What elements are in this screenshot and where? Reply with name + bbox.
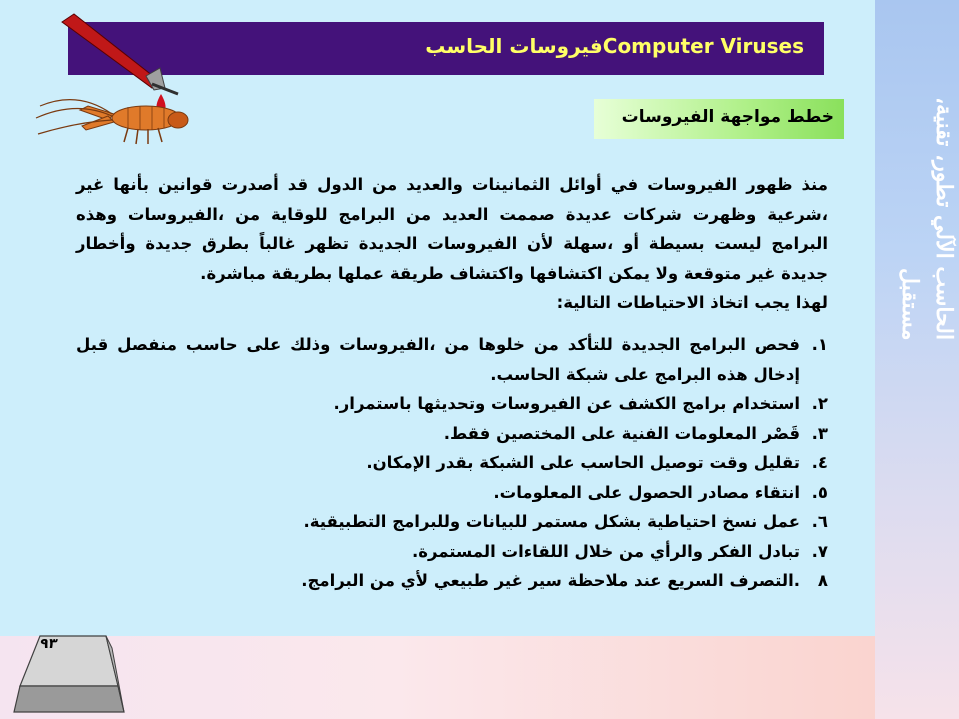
list-item-number: ٣. xyxy=(811,423,828,443)
list-item-number: ٨ xyxy=(817,571,828,590)
list-item-text: تبادل الفكر والرأي من خلال اللقاءات المستمرة. xyxy=(411,541,800,561)
footer-band xyxy=(0,636,875,719)
list-item-number: ٤. xyxy=(811,453,828,472)
list-item-text: عمل نسخ احتياطية بشكل مستمر للبيانات وللبرامج التطبيقية. xyxy=(303,512,800,531)
slide-subtitle: خطط مواجهة الفيروسات xyxy=(621,107,834,127)
list-item xyxy=(76,448,828,478)
list-item xyxy=(76,419,828,449)
list-item xyxy=(76,389,828,419)
side-banner-text: الحاسب الآلي تطور، تقنية، مستقبل xyxy=(897,96,957,340)
list-item-text: قَصْر المعلومات الفنية على المختصين فقط. xyxy=(443,423,800,443)
list-item xyxy=(76,330,828,389)
list-item xyxy=(76,537,828,567)
list-item-number: ٥. xyxy=(811,482,828,502)
keyboard-key-icon xyxy=(10,628,130,718)
page-number: ٩٣ xyxy=(38,636,59,652)
slide-title: فيروسات الحاسبComputer Viruses xyxy=(425,34,804,58)
subtitle-box xyxy=(594,99,844,139)
list-item-text: .التصرف السريع عند ملاحظة سير غير طبيعي لأي من البرامج. xyxy=(301,571,800,590)
intro-text: منذ ظهور الفيروسات في أوائل الثمانينات والعديد من الدول قد أصدرت قوانين بأنها غير ،شرعية وظهرت شركات عديدة صممت العديد من البرامج للوقاية من ،الفيروسات وهذه البرامج ليست بسيطة أو ،سهلة لأن الفيروسات الجديدة تظهر غالباً بطرق جديدة وأخطار جديدة غير متوقعة ولا يمكن اكتشافها واكتشاف طريقة عملها بطريقة مباشرة. xyxy=(76,175,828,283)
list-item-number: ٢. xyxy=(811,394,828,413)
list-item-number: ١. xyxy=(811,335,828,354)
crayfish-dagger-icon xyxy=(28,10,198,150)
list-item-text: انتقاء مصادر الحصول على المعلومات. xyxy=(493,482,800,502)
list-item xyxy=(76,478,828,508)
list-item-text: فحص البرامج الجديدة للتأكد من خلوها من ،الفيروسات وذلك على حاسب منفصل قبل إدخال هذه البرامج على شبكة الحاسب. xyxy=(76,335,800,384)
precautions-list xyxy=(76,330,828,596)
list-item xyxy=(76,507,828,537)
list-item-number: ٦. xyxy=(811,512,828,531)
list-item-text: تقليل وقت توصيل الحاسب على الشبكة بقدر الإمكان. xyxy=(366,453,800,472)
list-item-number: ٧. xyxy=(811,541,828,561)
lead-in-text: لهذا يجب اتخاذ الاحتياطات التالية: xyxy=(556,293,828,312)
list-item-text: استخدام برامج الكشف عن الفيروسات وتحديثها باستمرار. xyxy=(333,394,800,413)
intro-paragraph xyxy=(76,170,828,318)
list-item xyxy=(76,566,828,596)
